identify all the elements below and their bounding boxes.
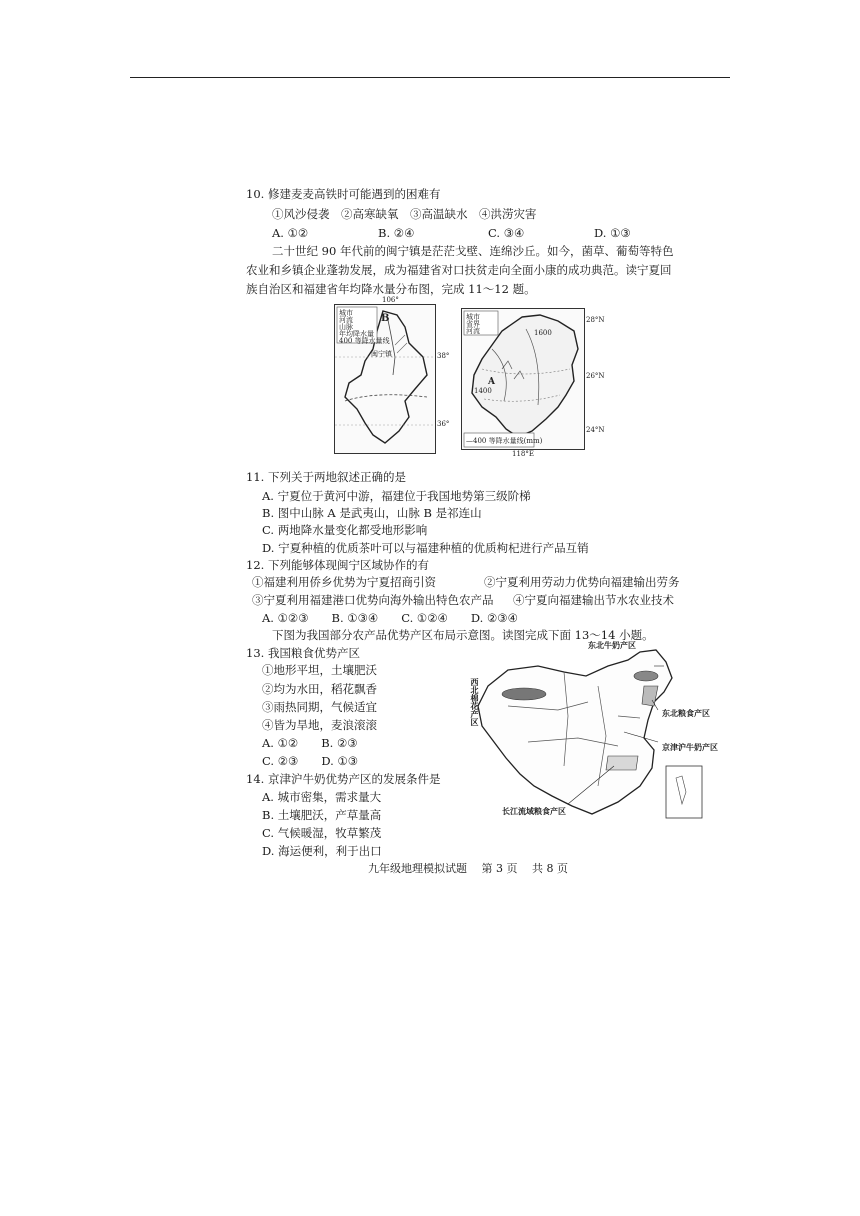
passage-line-1: 二十世纪 90 年代前的闽宁镇是茫茫戈壁、连绵沙丘。如今，菌草、葡萄等特色 (272, 244, 674, 258)
q11-option-a: A. 宁夏位于黄河中游，福建位于我国地势第三级阶梯 (262, 489, 531, 503)
ningxia-legend-iso: 400 等降水量线 (339, 337, 390, 345)
label-northwest-cotton: 西北棉花产区 (470, 678, 480, 726)
fujian-legend-border: 省界 (466, 320, 480, 328)
q13-intro: 下图为我国部分农产品优势产区布局示意图。读图完成下面 13～14 小题。 (272, 628, 654, 642)
fujian-precipitation-map (461, 308, 585, 450)
fujian-scale: —400 等降水量线(mm) (466, 437, 543, 445)
q10-option-c: C. ③④ (488, 226, 525, 240)
q10-option-d: D. ①③ (594, 226, 631, 240)
passage-line-2: 农业和乡镇企业蓬勃发展，成为福建省对口扶贫走向全面小康的成功典范。读宁夏回 (246, 263, 672, 277)
q14-option-a: A. 城市密集，需求量大 (262, 790, 382, 804)
ningxia-legend-mountain: 山脉 (339, 323, 353, 331)
ningxia-legend-city: 城市 (339, 309, 353, 317)
china-agri-region-map (468, 640, 730, 832)
q12-item-3: ③宁夏利用福建港口优势向海外输出特色农产品 (252, 593, 494, 607)
fujian-lon-tick: 118°E (512, 450, 534, 458)
fujian-label-a: A (488, 377, 495, 387)
label-yangtze-grain: 长江流域粮食产区 (502, 806, 566, 816)
q12-item-2: ②宁夏利用劳动力优势向福建输出劳务 (484, 575, 680, 589)
q10-option-b: B. ②④ (378, 226, 415, 240)
q14-option-c: C. 气候暖湿，牧草繁茂 (262, 826, 382, 840)
q11-option-b: B. 图中山脉 A 是武夷山，山脉 B 是祁连山 (262, 506, 482, 520)
fujian-lat-26: 26°N (586, 372, 605, 380)
fujian-iso-1400: 1400 (474, 387, 492, 395)
q11-option-d: D. 宁夏种植的优质茶叶可以与福建种植的优质枸杞进行产品互销 (262, 541, 589, 555)
q12-options: A. ①②③ B. ①③④ C. ①②④ D. ②③④ (262, 611, 518, 625)
q11-stem: 11. 下列关于两地叙述正确的是 (246, 470, 406, 484)
passage-line-3: 族自治区和福建省年均降水量分布图，完成 11～12 题。 (246, 282, 536, 296)
page-footer: 九年级地理模拟试题 第 3 页 共 8 页 (368, 862, 568, 875)
china-map-shape (468, 646, 730, 832)
ningxia-precipitation-map (334, 304, 436, 454)
fujian-legend-river: 河流 (466, 327, 480, 335)
q13-item-1: ①地形平坦，土壤肥沃 (262, 663, 377, 677)
q12-stem: 12. 下列能够体现闽宁区域协作的有 (246, 558, 429, 572)
q13-stem: 13. 我国粮食优势产区 (246, 646, 360, 660)
label-jjh-milk: 京津沪牛奶产区 (662, 742, 718, 752)
fujian-legend-city: 城市 (466, 313, 480, 321)
label-northeast-milk: 东北牛奶产区 (588, 640, 636, 650)
q13-item-2: ②均为水田，稻花飘香 (262, 682, 377, 696)
label-northeast-grain: 东北粮食产区 (662, 708, 710, 718)
ningxia-lat-38: 38° (437, 352, 450, 360)
q14-stem: 14. 京津沪牛奶优势产区的发展条件是 (246, 772, 441, 786)
q11-option-c: C. 两地降水量变化都受地形影响 (262, 523, 428, 537)
header-rule (130, 77, 730, 78)
q14-option-d: D. 海运便利，利于出口 (262, 844, 382, 858)
ningxia-label-b: B (381, 313, 390, 324)
q10-stem: 10. 修建麦麦高铁时可能遇到的困难有 (246, 187, 441, 201)
q12-item-1: ①福建利用侨乡优势为宁夏招商引资 (252, 575, 436, 589)
ningxia-label-city: 闽宁镇 (371, 350, 392, 358)
q13-item-4: ④皆为旱地，麦浪滚滚 (262, 718, 377, 732)
q12-item-4: ④宁夏向福建输出节水农业技术 (513, 593, 674, 607)
fujian-lat-28: 28°N (586, 316, 605, 324)
ningxia-legend-river: 河流 (339, 316, 353, 324)
ningxia-lon-tick: 106° (382, 296, 399, 304)
ningxia-lat-36: 36° (437, 420, 450, 428)
ningxia-legend-precip: 年均降水量 (339, 330, 374, 338)
q13-options-row-2: C. ②③ D. ①③ (262, 754, 359, 768)
q10-option-a: A. ①② (272, 226, 309, 240)
q14-option-b: B. 土壤肥沃，产草量高 (262, 808, 382, 822)
q13-item-3: ③雨热同期，气候适宜 (262, 700, 377, 714)
q13-options-row-1: A. ①② B. ②③ (262, 736, 358, 750)
fujian-map-shape (462, 309, 584, 449)
q10-items: ①风沙侵袭 ②高寒缺氧 ③高温缺水 ④洪涝灾害 (272, 207, 537, 221)
fujian-lat-24: 24°N (586, 426, 605, 434)
fujian-iso-1600: 1600 (534, 329, 552, 337)
